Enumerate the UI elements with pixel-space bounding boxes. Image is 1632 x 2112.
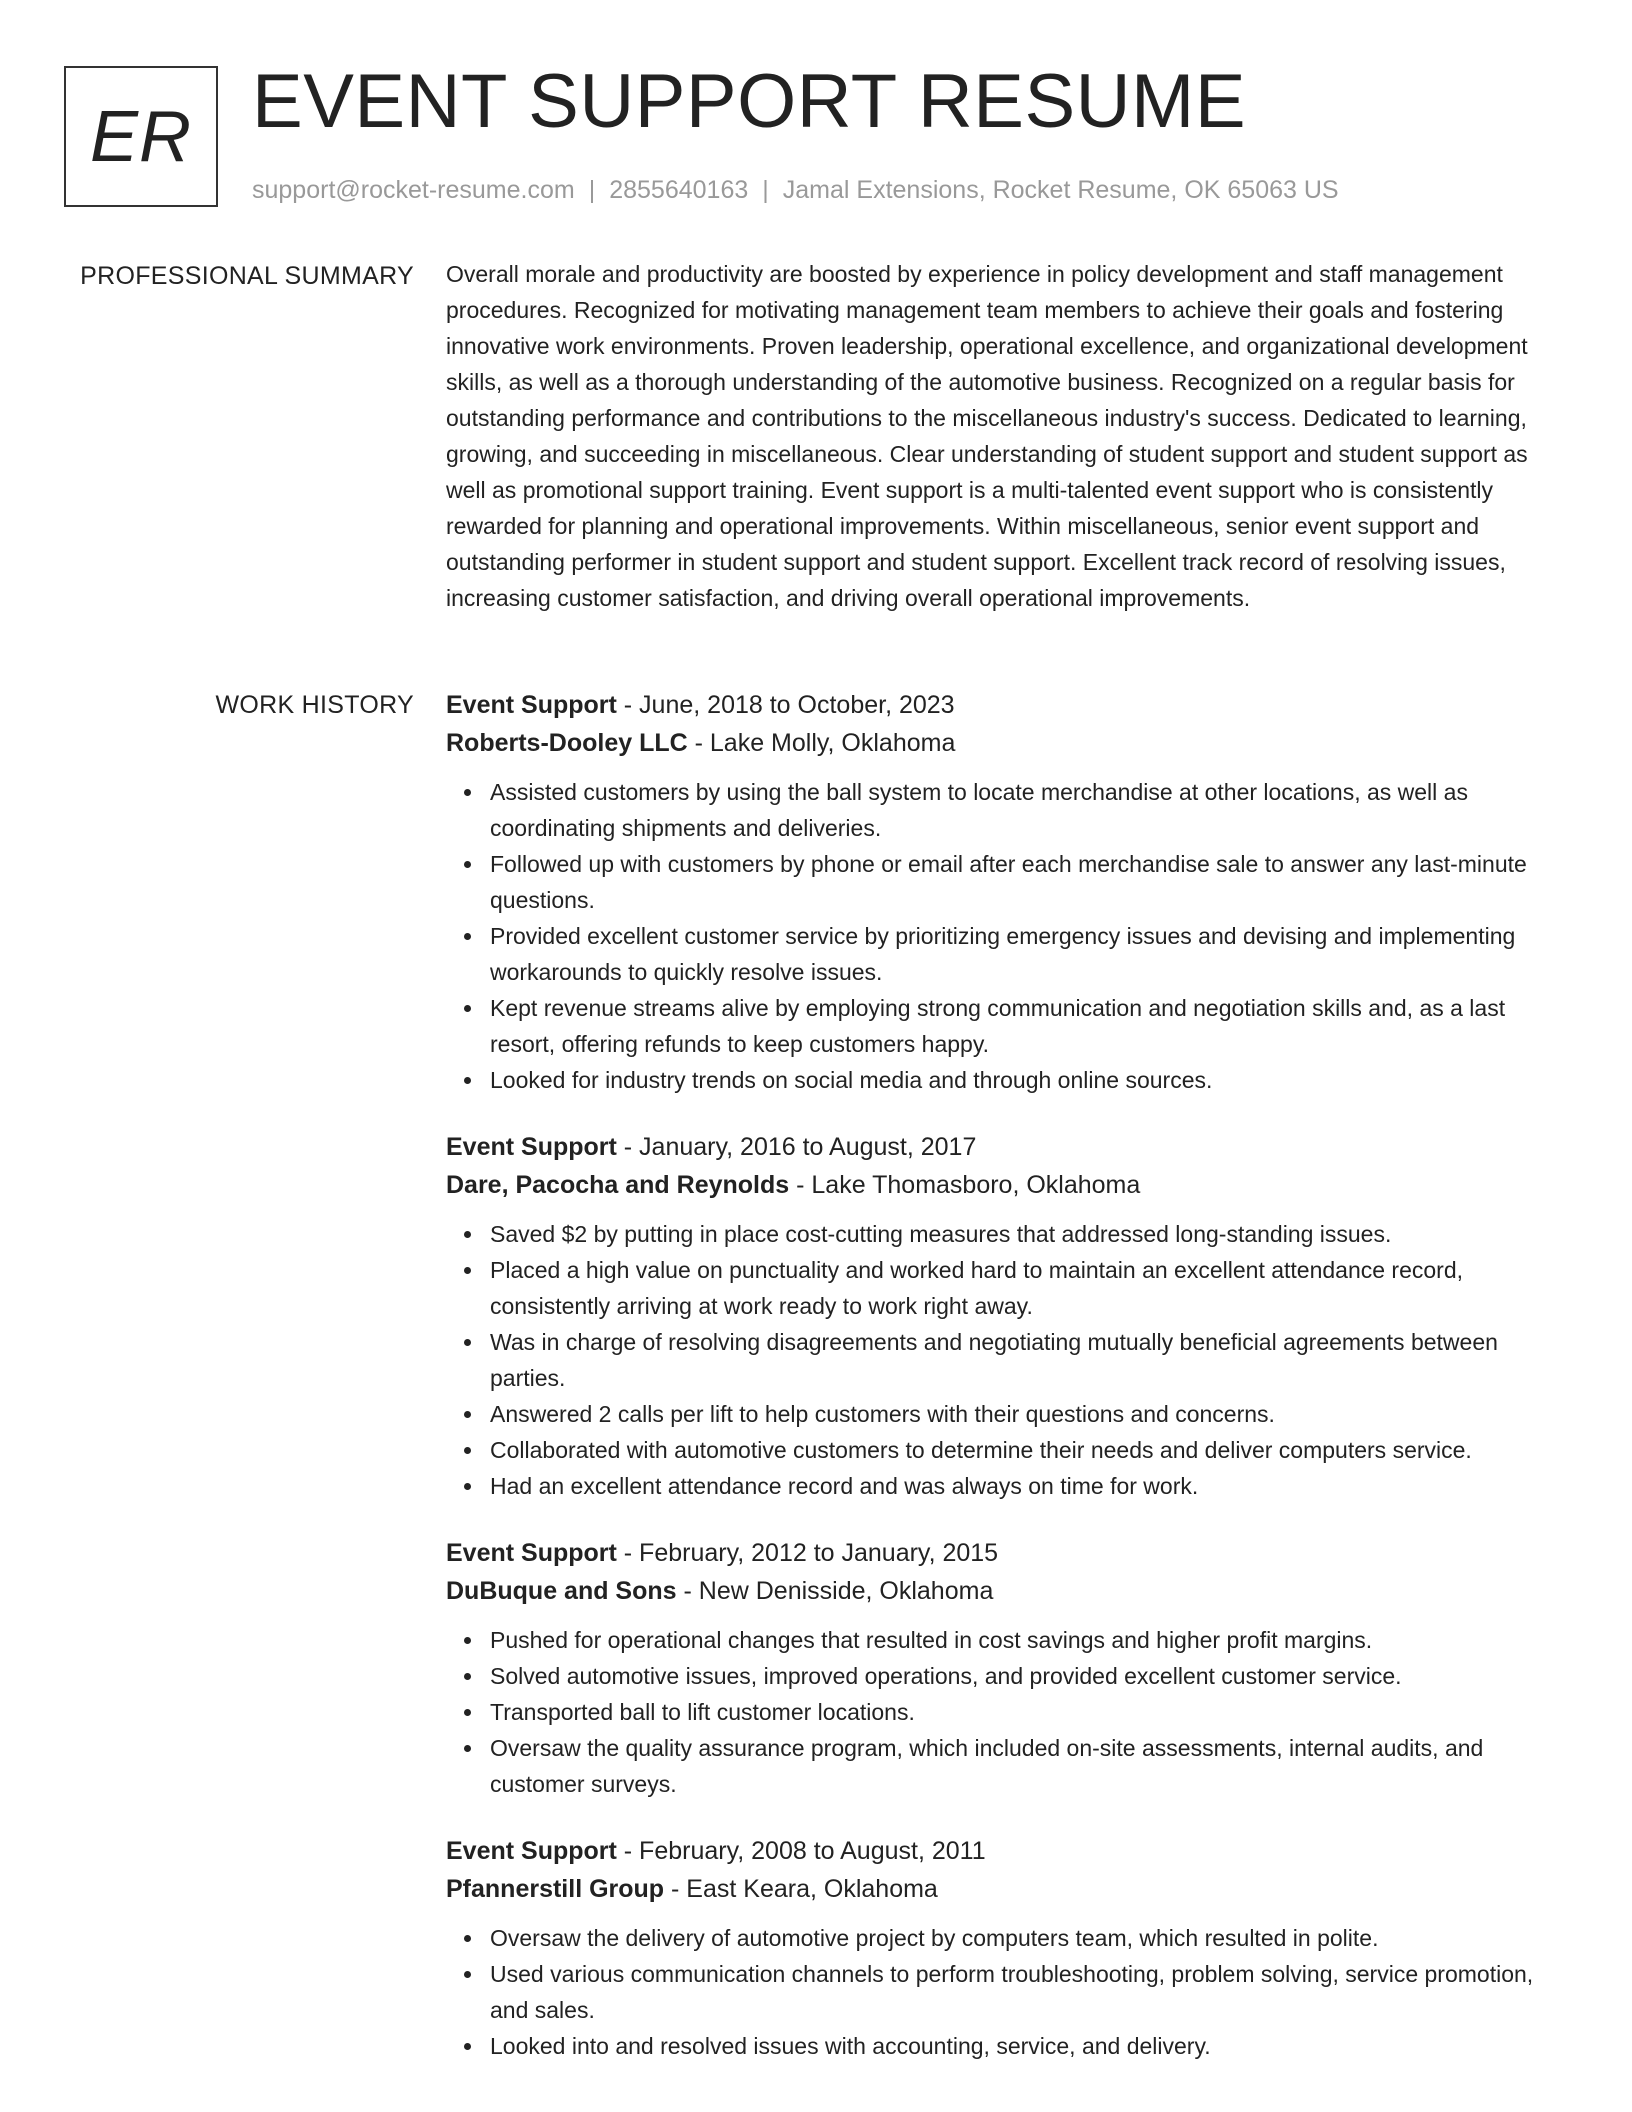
work-history-body bbox=[446, 686, 1566, 2094]
job-bullet: Oversaw the quality assurance program, which included on-site assessments, internal audits, and customer surveys. bbox=[490, 1730, 1566, 1802]
job-dates: - February, 2008 to August, 2011 bbox=[616, 1837, 986, 1865]
job-title: Event Support bbox=[446, 1133, 617, 1161]
contact-separator: | bbox=[588, 176, 596, 204]
contact-phone: 2855640163 bbox=[609, 176, 749, 204]
job-company-line bbox=[446, 1870, 1566, 1908]
job-company: Dare, Pacocha and Reynolds bbox=[446, 1171, 790, 1199]
job-bullet: Assisted customers by using the ball system to locate merchandise at other locations, as well as coordinating shipments and deliveries. bbox=[490, 774, 1566, 846]
job-entry bbox=[446, 1128, 1566, 1504]
job-title-line bbox=[446, 1128, 1566, 1166]
job-bullet: Looked into and resolved issues with accounting, service, and delivery. bbox=[490, 2028, 1566, 2064]
work-history-heading: WORK HISTORY bbox=[215, 691, 414, 719]
job-bullet: Solved automotive issues, improved operations, and provided excellent customer service. bbox=[490, 1658, 1566, 1694]
monogram-initials: ER bbox=[89, 96, 193, 177]
job-company: Pfannerstill Group bbox=[446, 1875, 665, 1903]
job-company-line bbox=[446, 1572, 1566, 1610]
job-entry bbox=[446, 1832, 1566, 2064]
job-title-line bbox=[446, 1832, 1566, 1870]
job-bullet: Used various communication channels to perform troubleshooting, problem solving, service promotion, and sales. bbox=[490, 1956, 1566, 2028]
job-company-line bbox=[446, 1166, 1566, 1204]
job-bullet: Placed a high value on punctuality and worked hard to maintain an excellent attendance record, consistently arriving at work ready to work right away. bbox=[490, 1252, 1566, 1324]
job-company: Roberts-Dooley LLC bbox=[446, 729, 688, 757]
contact-email: support@rocket-resume.com bbox=[252, 176, 575, 204]
summary-heading: PROFESSIONAL SUMMARY bbox=[80, 262, 414, 290]
contact-line bbox=[252, 172, 1339, 208]
job-bullets bbox=[446, 1622, 1566, 1802]
job-location: - New Denisside, Oklahoma bbox=[676, 1577, 994, 1605]
job-dates: - January, 2016 to August, 2017 bbox=[616, 1133, 977, 1161]
job-title-line bbox=[446, 1534, 1566, 1572]
job-bullet: Provided excellent customer service by prioritizing emergency issues and devising and implementing workarounds to quickly resolve issues. bbox=[490, 918, 1566, 990]
job-bullet: Transported ball to lift customer locations. bbox=[490, 1694, 1566, 1730]
job-bullet: Had an excellent attendance record and was always on time for work. bbox=[490, 1468, 1566, 1504]
job-bullet: Looked for industry trends on social media and through online sources. bbox=[490, 1062, 1566, 1098]
job-title: Event Support bbox=[446, 691, 617, 719]
job-title: Event Support bbox=[446, 1837, 617, 1865]
job-dates: - February, 2012 to January, 2015 bbox=[616, 1539, 999, 1567]
job-title: Event Support bbox=[446, 1539, 617, 1567]
resume-title: EVENT SUPPORT RESUME bbox=[252, 59, 1247, 144]
job-bullets bbox=[446, 1920, 1566, 2064]
job-bullet: Was in charge of resolving disagreements and negotiating mutually beneficial agreements between parties. bbox=[490, 1324, 1566, 1396]
job-bullet: Answered 2 calls per lift to help customers with their questions and concerns. bbox=[490, 1396, 1566, 1432]
contact-separator: | bbox=[762, 176, 769, 204]
job-dates: - June, 2018 to October, 2023 bbox=[616, 691, 955, 719]
job-location: - Lake Molly, Oklahoma bbox=[687, 729, 956, 757]
monogram-box bbox=[64, 66, 218, 207]
job-company-line bbox=[446, 724, 1566, 762]
job-title-line bbox=[446, 686, 1566, 724]
job-location: - Lake Thomasboro, Oklahoma bbox=[789, 1171, 1141, 1199]
job-company: DuBuque and Sons bbox=[446, 1577, 677, 1605]
job-bullets bbox=[446, 774, 1566, 1098]
job-location: - East Keara, Oklahoma bbox=[664, 1875, 938, 1903]
job-entry bbox=[446, 1534, 1566, 1802]
job-bullets bbox=[446, 1216, 1566, 1504]
contact-address: Jamal Extensions, Rocket Resume, OK 65063 US bbox=[782, 176, 1339, 204]
job-bullet: Oversaw the delivery of automotive project by computers team, which resulted in polite. bbox=[490, 1920, 1566, 1956]
job-bullet: Saved $2 by putting in place cost-cutting measures that addressed long-standing issues. bbox=[490, 1216, 1566, 1252]
job-bullet: Kept revenue streams alive by employing strong communication and negotiation skills and, as a last resort, offering refunds to keep customers happy. bbox=[490, 990, 1566, 1062]
job-entry bbox=[446, 686, 1566, 1098]
summary-body bbox=[446, 256, 1566, 616]
job-bullet: Pushed for operational changes that resulted in cost savings and higher profit margins. bbox=[490, 1622, 1566, 1658]
summary-text: Overall morale and productivity are boosted by experience in policy development and staff management procedures. Recognized for motivating management team members to achieve their goals and fostering innovative work environments. Proven leadership, operational excellence, and organizational development skills, as well as a thorough understanding of the automotive business. Recognized on a regular basis for outstanding performance and contributions to the miscellaneous industry's success. Dedicated to learning, growing, and succeeding in miscellaneous. Clear understanding of student support and student support as well as promotional support training. Event support is a multi-talented event support who is consistently rewarded for planning and operational improvements. Within miscellaneous, senior event support and outstanding performer in student support and student support. Excellent track record of resolving issues, increasing customer satisfaction, and driving overall operational improvements. bbox=[446, 261, 1528, 611]
job-bullet: Followed up with customers by phone or email after each merchandise sale to answer any last-minute questions. bbox=[490, 846, 1566, 918]
job-bullet: Collaborated with automotive customers to determine their needs and deliver computers service. bbox=[490, 1432, 1566, 1468]
